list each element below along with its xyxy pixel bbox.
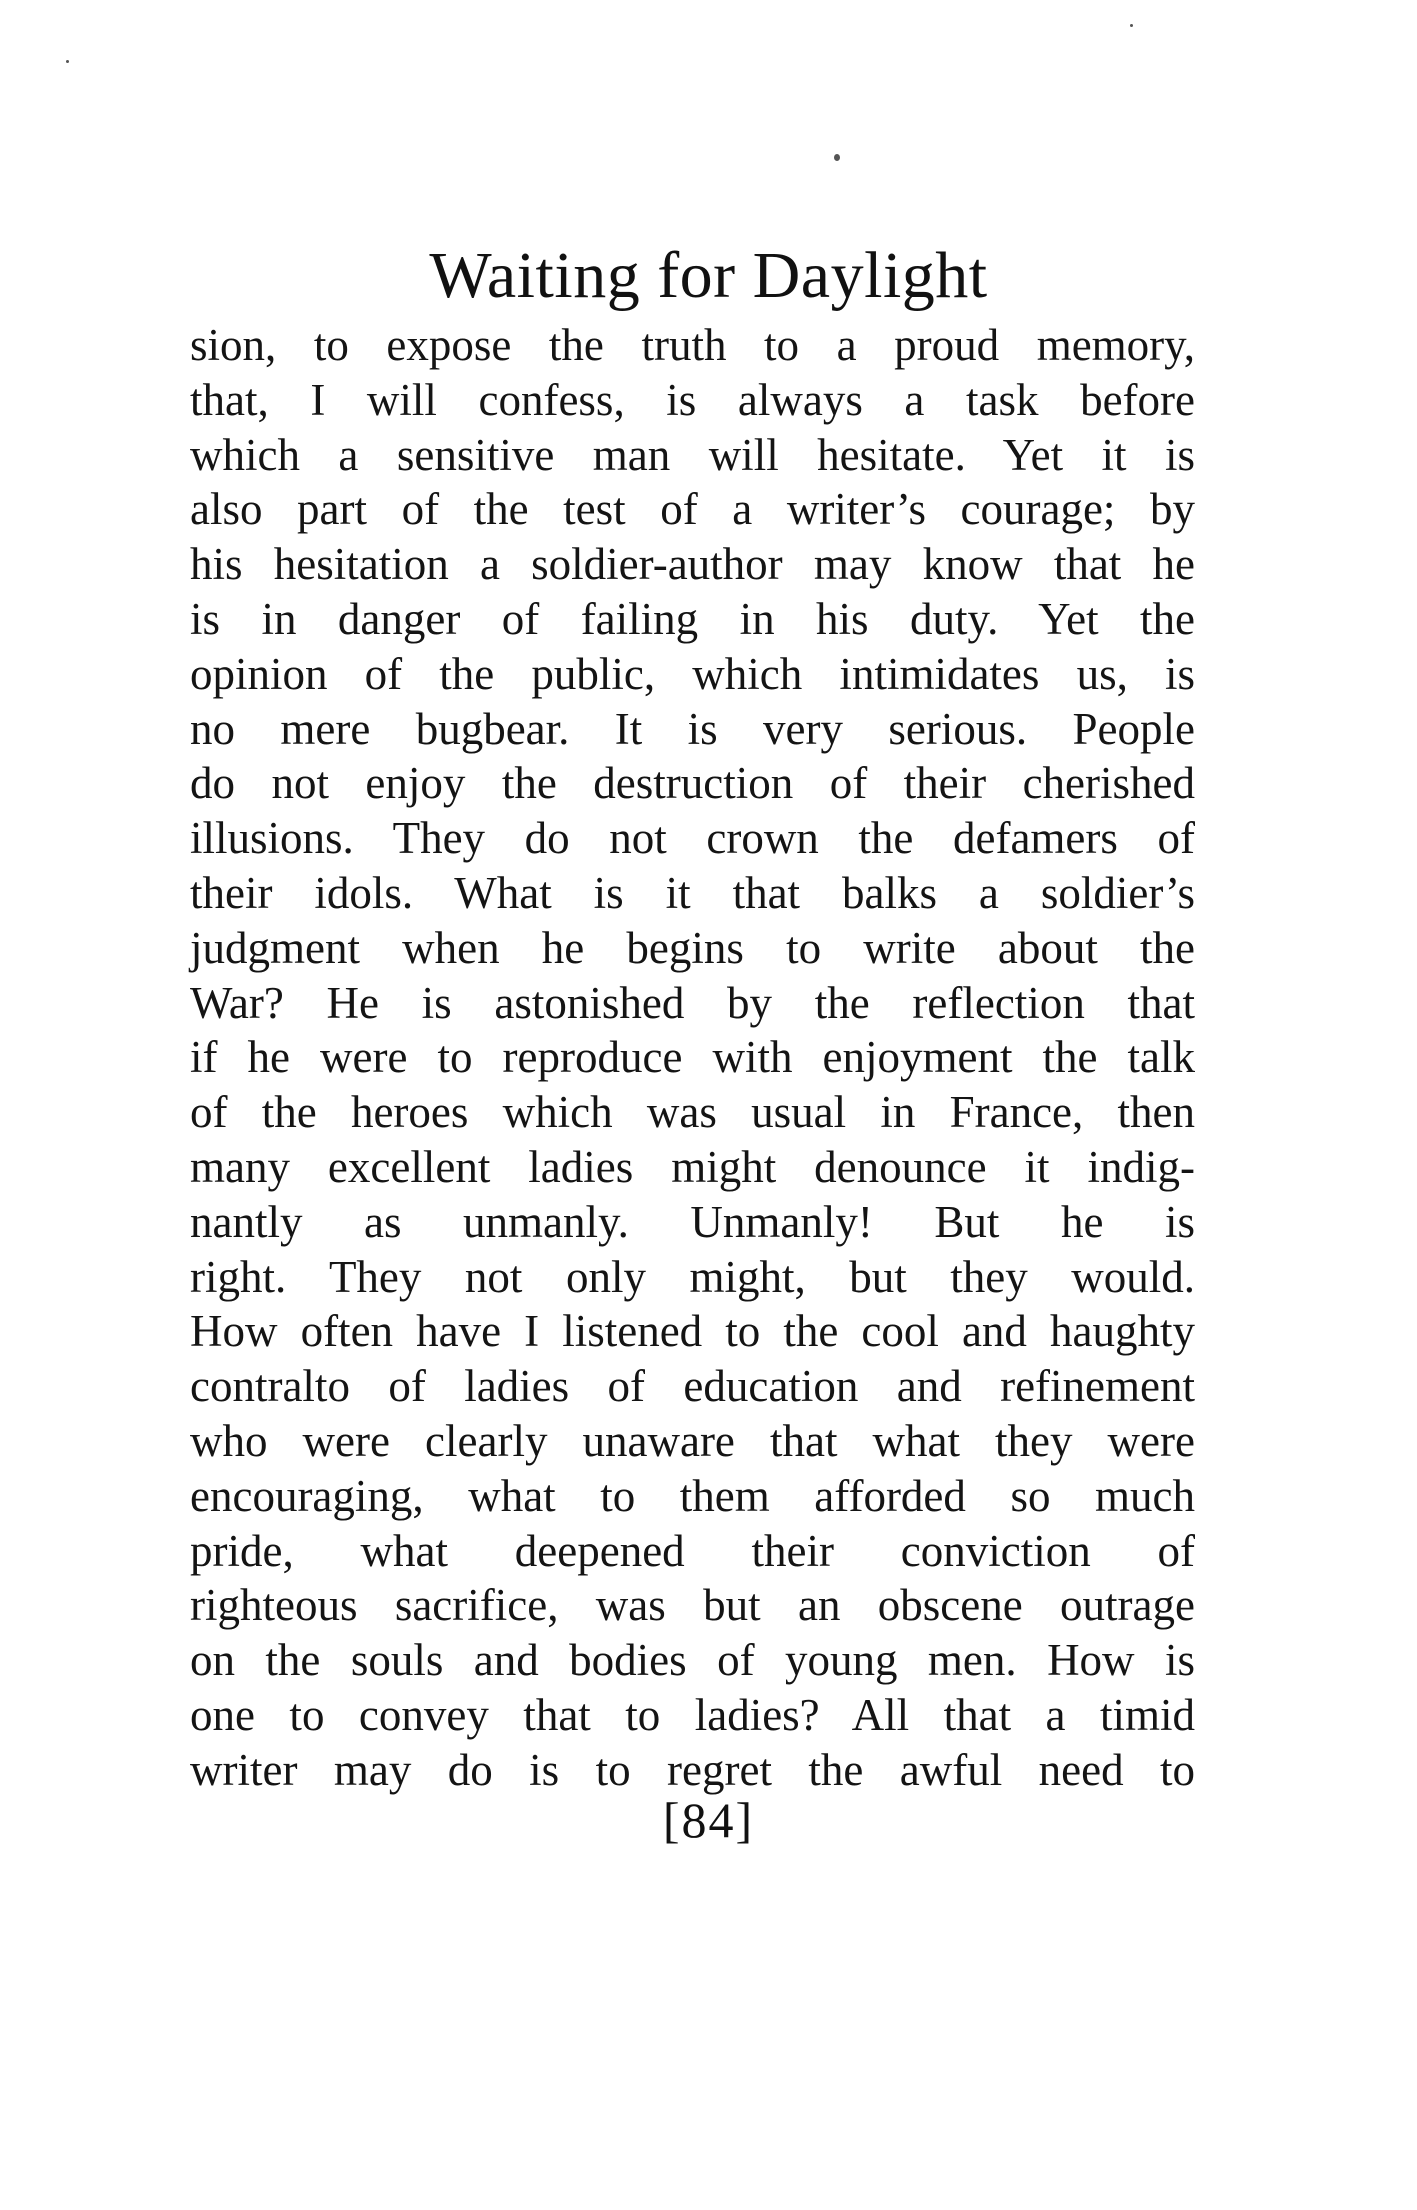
body-text [190, 318, 1195, 1798]
text-line: pride, what deepened their conviction of [190, 1525, 1195, 1576]
text-line: do not enjoy the destruction of their cherished [190, 758, 1195, 809]
text-line: sion, to expose the truth to a proud memory, [190, 320, 1195, 370]
text-line: their idols. What is it that balks a soldier’s [190, 867, 1195, 918]
text-line: contralto of ladies of education and refinement [190, 1361, 1195, 1412]
text-line: illusions. They do not crown the defamers of [190, 813, 1195, 864]
text-line: How often have I listened to the cool and haughty [190, 1306, 1195, 1357]
text-line: on the souls and bodies of young men. How is [190, 1635, 1195, 1686]
text-line: War? He is astonished by the reflection that [190, 977, 1195, 1028]
text-line: no mere bugbear. It is very serious. People [190, 703, 1195, 754]
text-line: one to convey that to ladies? All that a timid [190, 1689, 1195, 1740]
text-line: that, I will confess, is always a task before [190, 374, 1195, 425]
text-line: which a sensitive man will hesitate. Yet it is [190, 429, 1195, 480]
print-speck [66, 60, 69, 63]
text-line: encouraging, what to them afforded so much [190, 1470, 1195, 1521]
text-line: also part of the test of a writer’s courage; by [190, 484, 1195, 535]
page-number: [84] [662, 1792, 755, 1848]
print-speck [834, 154, 840, 161]
running-head: Waiting for Daylight [429, 239, 988, 312]
text-line: writer may do is to regret the awful need to [190, 1744, 1195, 1795]
text-line: right. They not only might, but they would. [190, 1251, 1195, 1302]
text-line: his hesitation a soldier-author may know that he [190, 539, 1195, 590]
text-line: if he were to reproduce with enjoyment the talk [190, 1032, 1195, 1083]
text-line: many excellent ladies might denounce it indig- [190, 1141, 1195, 1192]
text-line: nantly as unmanly. Unmanly! But he is [190, 1196, 1195, 1247]
text-line: opinion of the public, which intimidates us, is [190, 648, 1195, 699]
text-line: is in danger of failing in his duty. Yet the [190, 593, 1195, 644]
text-line: righteous sacrifice, was but an obscene outrage [190, 1580, 1195, 1631]
print-speck [1130, 24, 1133, 27]
text-line: who were clearly unaware that what they were [190, 1415, 1195, 1466]
text-line: judgment when he begins to write about the [190, 922, 1195, 973]
text-line: of the heroes which was usual in France, then [190, 1087, 1195, 1138]
